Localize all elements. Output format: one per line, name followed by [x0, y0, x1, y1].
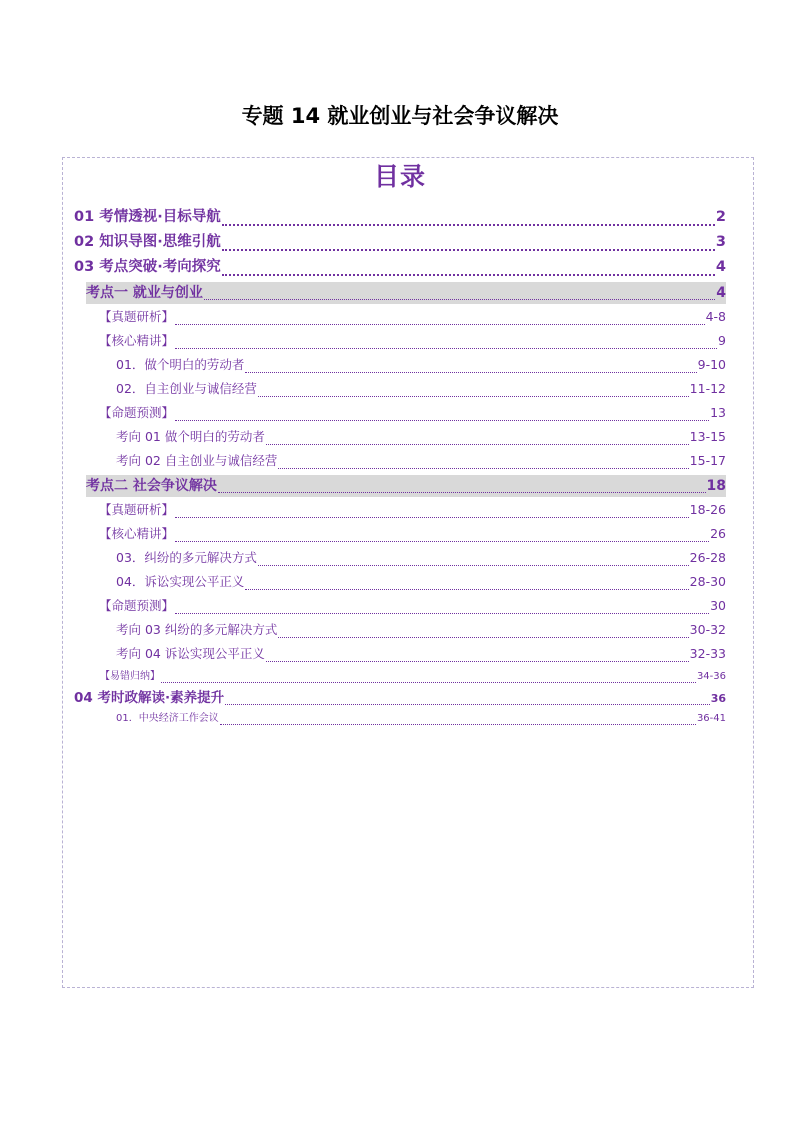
toc-entry-page: 36-41 — [696, 713, 726, 724]
toc-entry[interactable] — [74, 642, 726, 666]
toc-dot-leader — [222, 249, 715, 251]
toc-entry-label: 03 考点突破·考向探究 — [74, 259, 221, 275]
toc-entry-label: 【真题研析】 — [99, 309, 175, 324]
toc-entry-page: 2 — [715, 209, 726, 225]
toc-entry-page: 34-36 — [696, 671, 726, 682]
toc-entry-page: 36 — [710, 692, 726, 705]
toc-dot-leader — [218, 492, 706, 493]
toc-entry-label: 【核心精讲】 — [99, 526, 175, 541]
toc-dot-leader — [278, 637, 688, 638]
toc-entry-label: 考向 01 做个明白的劳动者 — [116, 429, 265, 444]
toc-dot-leader — [278, 468, 688, 469]
toc-heading: 目录 — [373, 162, 426, 191]
toc-entry-label: 03．纠纷的多元解决方式 — [116, 550, 257, 565]
toc-dot-leader — [175, 613, 709, 614]
toc-entry[interactable] — [74, 687, 726, 709]
toc-entry-page: 4 — [715, 259, 726, 275]
toc-entry-label: 考向 02 自主创业与诚信经营 — [116, 453, 278, 468]
toc-entry-page: 30 — [710, 598, 726, 613]
toc-dot-leader — [175, 517, 689, 518]
toc-entry-label: 考向 03 纠纷的多元解决方式 — [116, 622, 278, 637]
toc-entry-page: 18 — [706, 478, 726, 494]
toc-entry[interactable] — [74, 401, 726, 425]
toc-entry[interactable] — [74, 666, 726, 687]
toc-entry[interactable] — [74, 377, 726, 401]
toc-entry-label: 考向 04 诉讼实现公平正义 — [116, 646, 265, 661]
toc-entry[interactable] — [74, 425, 726, 449]
toc-dot-leader — [220, 724, 696, 725]
toc-entry[interactable] — [74, 305, 726, 329]
toc-entry-page: 30-32 — [689, 622, 726, 637]
toc-dot-leader — [175, 348, 717, 349]
toc-entry-page: 15-17 — [689, 453, 726, 468]
toc-entry[interactable] — [86, 475, 726, 497]
toc-entry[interactable] — [74, 594, 726, 618]
toc-entry-label: 【易错归纳】 — [100, 671, 160, 682]
toc-entry[interactable] — [74, 522, 726, 546]
toc-entry[interactable] — [74, 618, 726, 642]
toc-dot-leader — [175, 420, 709, 421]
toc-entry-page: 11-12 — [689, 381, 726, 396]
toc-dot-leader — [258, 396, 689, 397]
toc-dot-leader — [222, 274, 715, 276]
toc-entry-label: 01．中央经济工作会议 — [116, 713, 219, 724]
toc-dot-leader — [222, 224, 715, 226]
toc-entry-label: 02．自主创业与诚信经营 — [116, 381, 257, 396]
toc-entry-page: 3 — [715, 234, 726, 250]
toc-entry[interactable] — [74, 498, 726, 522]
toc-entry-label: 考点二 社会争议解决 — [86, 478, 217, 494]
toc-entry[interactable] — [74, 570, 726, 594]
toc-dot-leader — [266, 661, 689, 662]
toc-entry-page: 4 — [716, 285, 726, 301]
toc-entry-label: 【真题研析】 — [99, 502, 175, 517]
toc-entry[interactable] — [74, 546, 726, 570]
toc-entry-page: 9-10 — [697, 357, 726, 372]
toc-entry-label: 【命题预测】 — [99, 598, 175, 613]
toc-entry[interactable] — [74, 255, 726, 280]
toc-entry-label: 【命题预测】 — [99, 405, 175, 420]
toc-dot-leader — [204, 299, 715, 300]
toc-entry-page: 18-26 — [689, 502, 726, 517]
toc-entry-page: 9 — [718, 333, 726, 348]
toc-entry-label: 01．做个明白的劳动者 — [116, 357, 245, 372]
toc-dot-leader — [225, 704, 710, 705]
toc-entry-label: 01 考情透视·目标导航 — [74, 209, 221, 225]
toc-entry-page: 26 — [710, 526, 726, 541]
toc-entry-label: 02 知识导图·思维引航 — [74, 234, 221, 250]
toc-entry[interactable] — [74, 205, 726, 230]
toc-entry[interactable] — [74, 353, 726, 377]
toc-entry-page: 13-15 — [689, 429, 726, 444]
toc-entry[interactable] — [74, 329, 726, 353]
toc-entry[interactable] — [74, 449, 726, 473]
toc-dot-leader — [245, 372, 696, 373]
toc-dot-leader — [161, 682, 696, 683]
toc-dot-leader — [245, 589, 688, 590]
toc-dot-leader — [175, 541, 709, 542]
toc-entry-page: 4-8 — [705, 309, 726, 324]
toc-entry-label: 考点一 就业与创业 — [86, 285, 203, 301]
toc-entry-page: 32-33 — [689, 646, 726, 661]
toc-entry[interactable] — [74, 709, 726, 729]
toc-dot-leader — [266, 444, 689, 445]
toc-dot-leader — [258, 565, 689, 566]
toc-entry[interactable] — [86, 282, 726, 304]
toc-entry-label: 04 考时政解读·素养提升 — [74, 690, 225, 706]
toc-entry-label: 04．诉讼实现公平正义 — [116, 574, 245, 589]
toc-dot-leader — [175, 324, 705, 325]
toc-entry-page: 28-30 — [689, 574, 726, 589]
toc-list — [74, 205, 726, 729]
toc-entry-page: 26-28 — [689, 550, 726, 565]
toc-entry-page: 13 — [710, 405, 726, 420]
toc-entry[interactable] — [74, 230, 726, 255]
document-title: 专题 14 就业创业与社会争议解决 — [241, 104, 559, 128]
toc-entry-label: 【核心精讲】 — [99, 333, 175, 348]
